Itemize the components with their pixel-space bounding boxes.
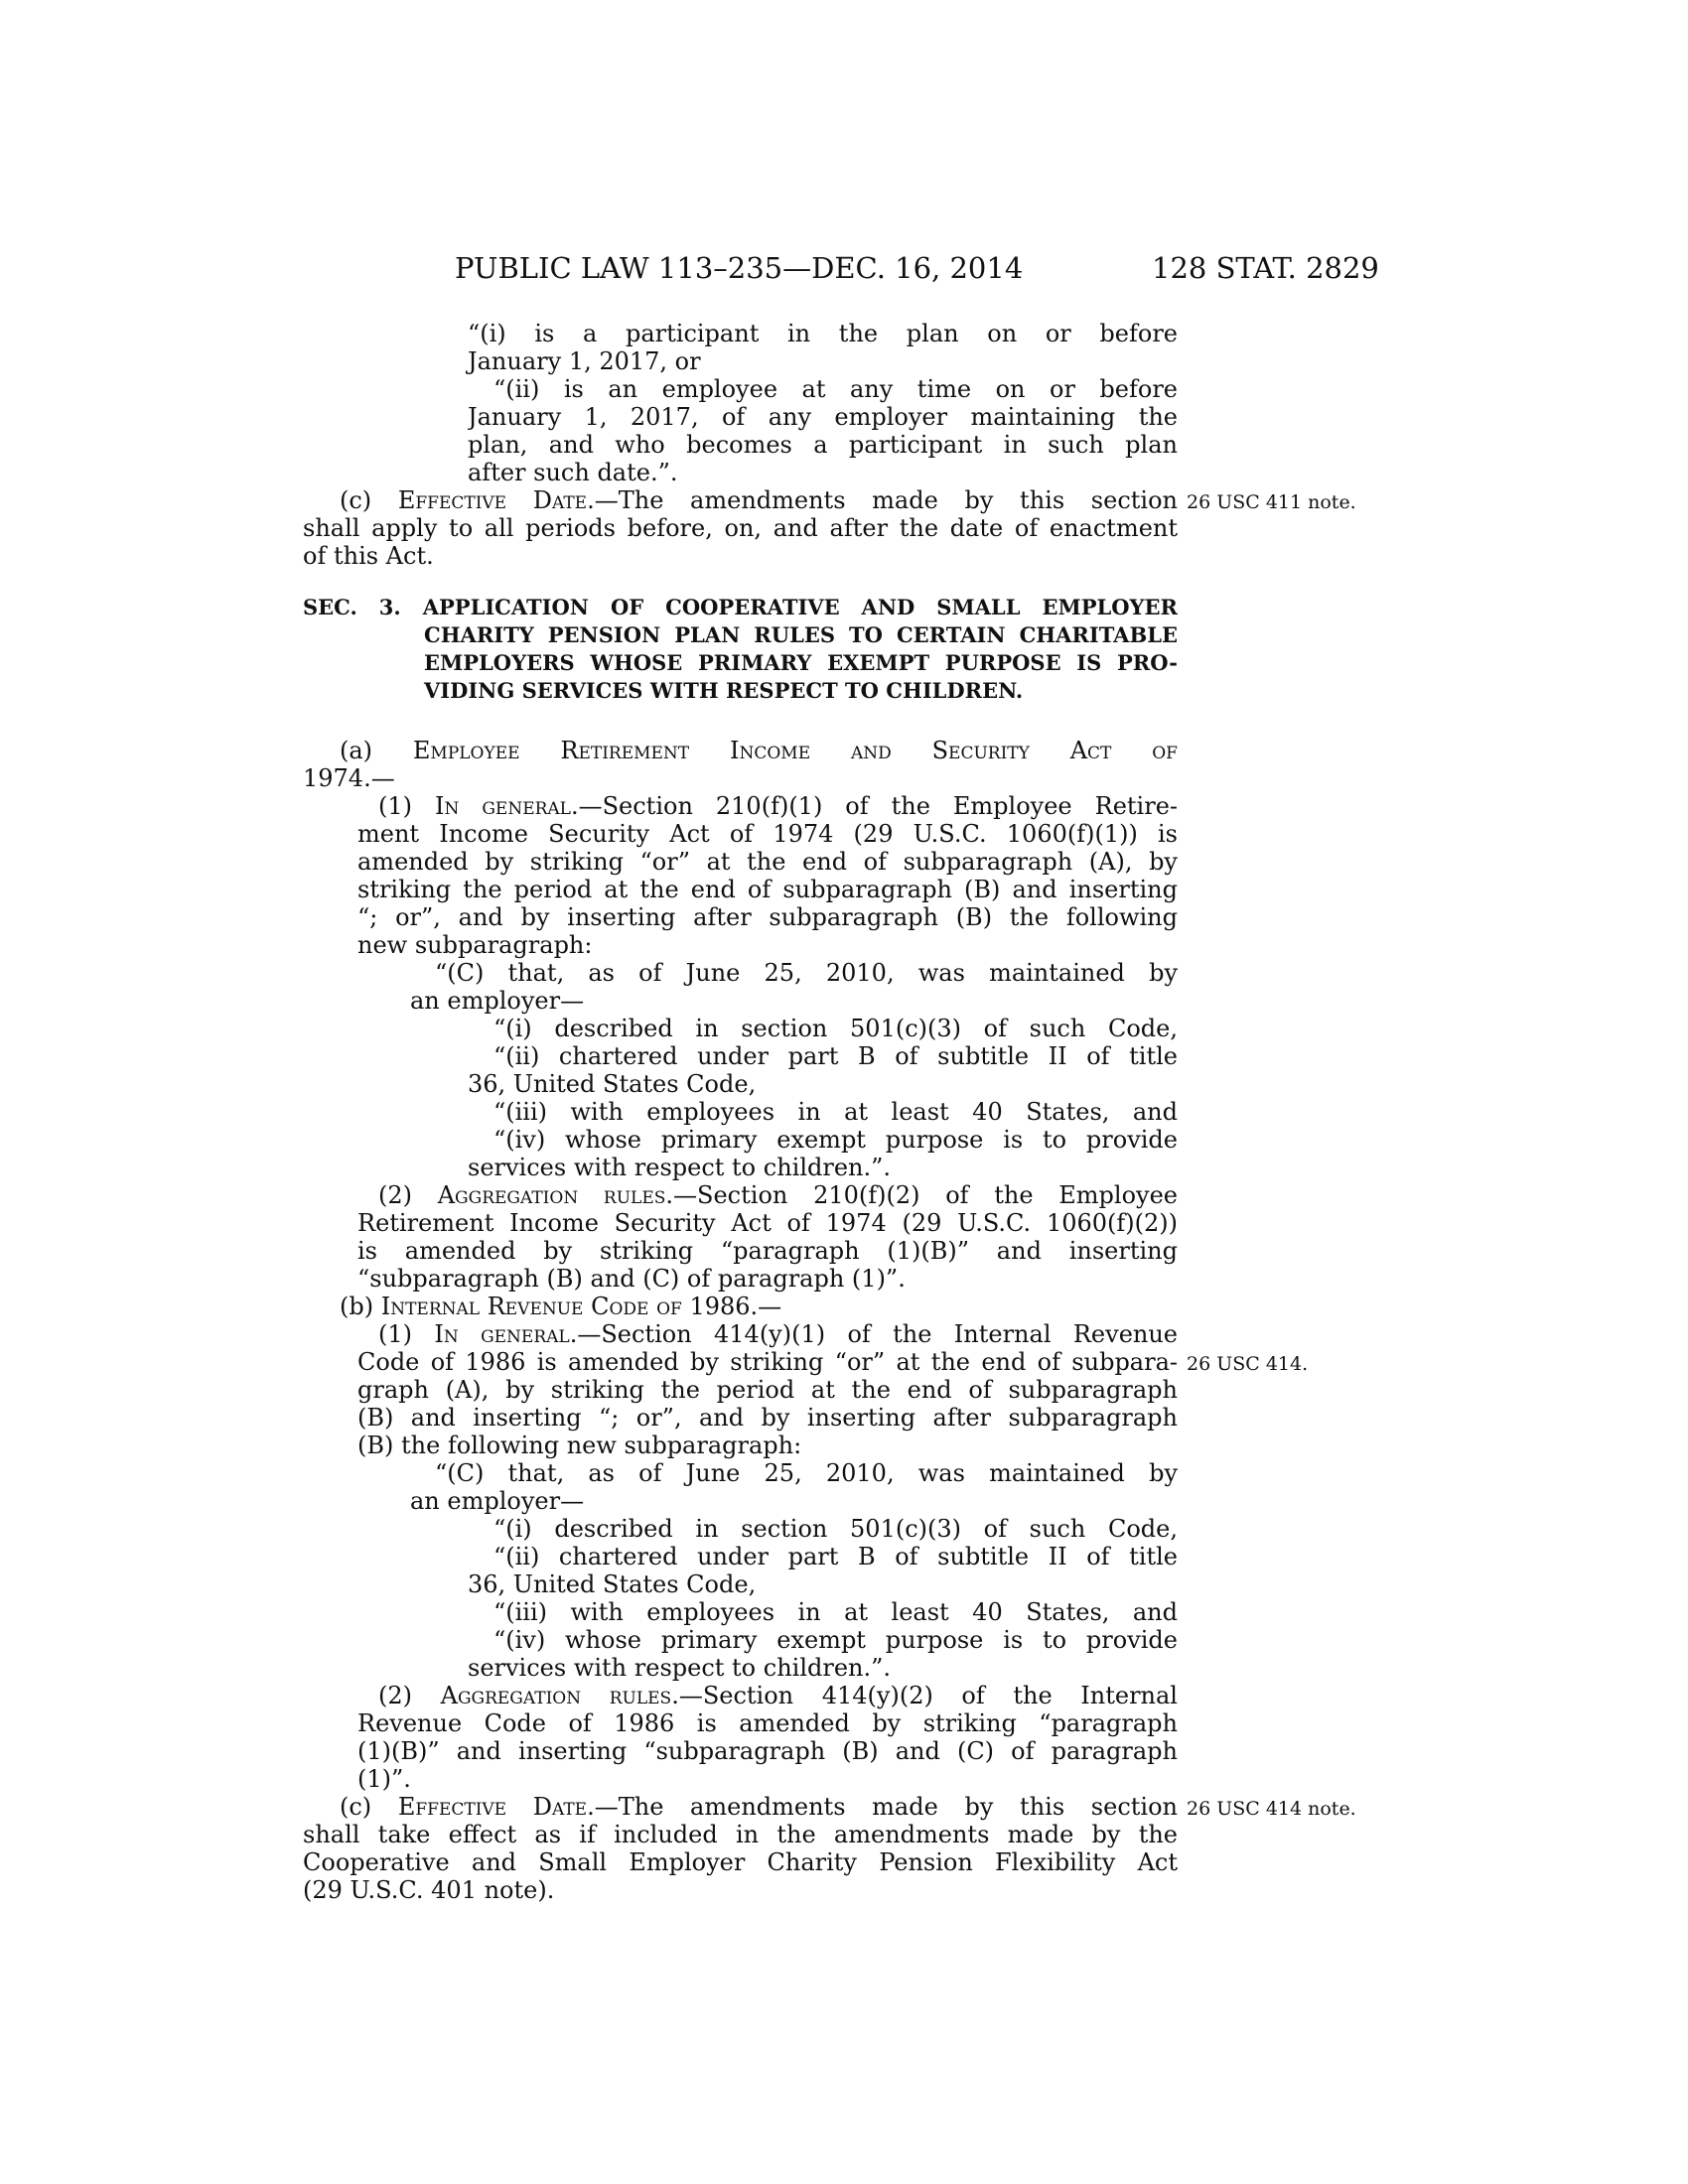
text-line: shall apply to all periods before, on, and after the date of enactment <box>303 514 1178 542</box>
text-line: after such date.”. <box>468 459 678 486</box>
text-line: shall take effect as if included in the amendments made by the <box>303 1821 1178 1848</box>
text-line: January 1, 2017, of any employer maintaining the <box>468 403 1178 431</box>
text-line: “(C) that, as of June 25, 2010, was maintained by <box>435 1459 1178 1487</box>
text-line: “(ii) chartered under part B of subtitle II of title <box>493 1543 1178 1570</box>
text-line: (B) the following new subparagraph: <box>357 1432 802 1459</box>
page-number-header: 128 STAT. 2829 <box>1152 251 1379 285</box>
text-line: (B) and inserting “; or”, and by inserting after subparagraph <box>357 1404 1178 1432</box>
text-line: amended by striking “or” at the end of subparagraph (A), by <box>357 848 1178 876</box>
text-line: (1)”. <box>357 1765 411 1793</box>
text-line: services with respect to children.”. <box>468 1154 892 1181</box>
text-line: (a) Employee Retirement Income and Security Act of <box>340 737 1178 764</box>
text-line: “(C) that, as of June 25, 2010, was maintained by <box>435 959 1178 987</box>
text-line: “(i) described in section 501(c)(3) of such Code, <box>493 1015 1178 1042</box>
section-heading-line: VIDING SERVICES WITH RESPECT TO CHILDREN. <box>424 678 1024 703</box>
text-line: plan, and who becomes a participant in such plan <box>468 431 1178 459</box>
margin-note: 26 USC 411 note. <box>1187 491 1356 513</box>
text-line: (1) In general.—Section 414(y)(1) of the Internal Revenue <box>378 1320 1178 1348</box>
text-line: “(i) is a participant in the plan on or before <box>468 320 1178 347</box>
text-line: “(iii) with employees in at least 40 States, and <box>493 1098 1178 1126</box>
text-line: Retirement Income Security Act of 1974 (29 U.S.C. 1060(f)(2)) <box>357 1209 1178 1237</box>
text-line: an employer— <box>410 1487 585 1515</box>
text-line: Cooperative and Small Employer Charity Pension Flexibility Act <box>303 1848 1178 1876</box>
text-line: striking the period at the end of subparagraph (B) and inserting <box>357 876 1178 903</box>
text-line: “(i) described in section 501(c)(3) of such Code, <box>493 1515 1178 1543</box>
section-heading-line: CHARITY PENSION PLAN RULES TO CERTAIN CHARITABLE <box>424 622 1178 647</box>
text-line: (c) Effective Date.—The amendments made by this section <box>340 1793 1178 1821</box>
text-line: 36, United States Code, <box>468 1070 757 1098</box>
text-line: “(iii) with employees in at least 40 States, and <box>493 1598 1178 1626</box>
text-line: 36, United States Code, <box>468 1570 757 1598</box>
text-line: “(iv) whose primary exempt purpose is to provide <box>493 1126 1178 1154</box>
running-header-left: PUBLIC LAW 113–235—DEC. 16, 2014 <box>455 251 1024 285</box>
text-line: “; or”, and by inserting after subparagraph (B) the following <box>357 903 1178 931</box>
text-line: (1)(B)” and inserting “subparagraph (B) and (C) of paragraph <box>357 1737 1178 1765</box>
text-line: “(iv) whose primary exempt purpose is to provide <box>493 1626 1178 1654</box>
text-line: (1) In general.—Section 210(f)(1) of the Employee Retire- <box>378 792 1178 820</box>
text-line: “(ii) chartered under part B of subtitle II of title <box>493 1042 1178 1070</box>
section-heading-line: EMPLOYERS WHOSE PRIMARY EXEMPT PURPOSE IS PRO- <box>424 650 1178 675</box>
text-line: services with respect to children.”. <box>468 1654 892 1682</box>
margin-note: 26 USC 414 note. <box>1187 1798 1356 1820</box>
text-line: “(ii) is an employee at any time on or before <box>493 375 1178 403</box>
text-line: Code of 1986 is amended by striking “or” at the end of subpara- <box>357 1348 1178 1376</box>
text-line: is amended by striking “paragraph (1)(B)” and inserting <box>357 1237 1178 1265</box>
text-line: ment Income Security Act of 1974 (29 U.S.C. 1060(f)(1)) is <box>357 820 1178 848</box>
text-line: (2) Aggregation rules.—Section 414(y)(2) of the Internal <box>378 1682 1178 1709</box>
text-line: an employer— <box>410 987 585 1015</box>
text-line: (29 U.S.C. 401 note). <box>303 1876 555 1904</box>
text-line: (c) Effective Date.—The amendments made by this section <box>340 486 1178 514</box>
text-line: graph (A), by striking the period at the end of subparagraph <box>357 1376 1178 1404</box>
text-line: new subparagraph: <box>357 931 593 959</box>
text-line: (2) Aggregation rules.—Section 210(f)(2) of the Employee <box>378 1181 1178 1209</box>
section-heading-line: SEC. 3. APPLICATION OF COOPERATIVE AND SMALL EMPLOYER <box>303 595 1178 619</box>
text-line: 1974.— <box>303 764 395 792</box>
margin-note: 26 USC 414. <box>1187 1353 1309 1375</box>
text-line: of this Act. <box>303 542 434 570</box>
text-line: Revenue Code of 1986 is amended by striking “paragraph <box>357 1709 1178 1737</box>
text-line: January 1, 2017, or <box>468 347 701 375</box>
text-line: “subparagraph (B) and (C) of paragraph (1)”. <box>357 1265 906 1293</box>
text-line: (b) Internal Revenue Code of 1986.— <box>340 1293 782 1320</box>
